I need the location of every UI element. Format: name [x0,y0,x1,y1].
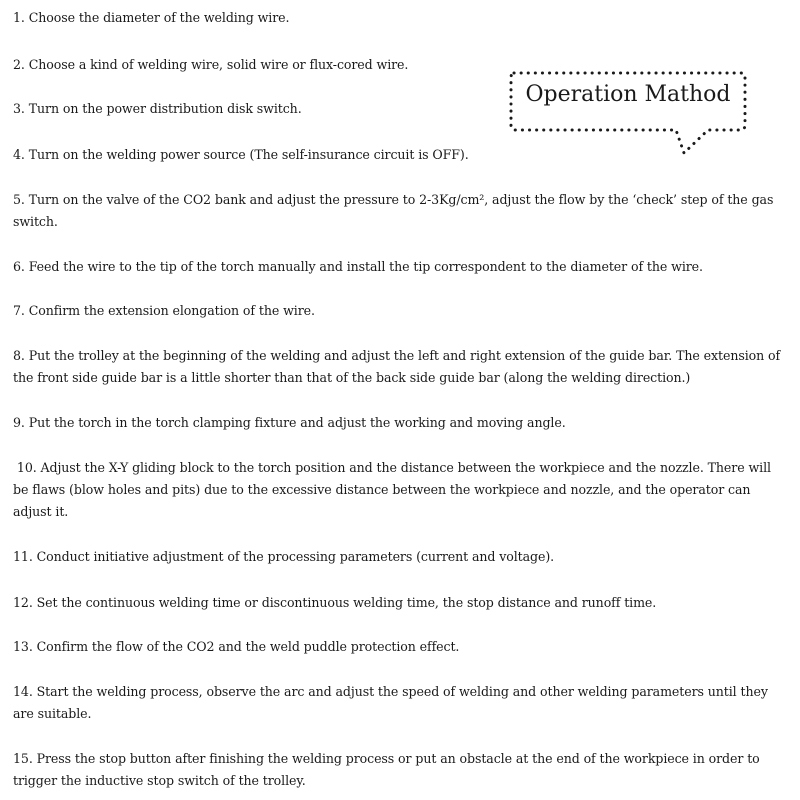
step-15: 15. Press the stop button after finishing the welding process or put an obstacle at the end of the workpiece in order to trigger the inductive stop switch of the trolley. [13,751,760,788]
step-13: 13. Confirm the flow of the CO2 and the weld puddle protection effect. [13,639,460,654]
step-5: 5. Turn on the valve of the CO2 bank and adjust the pressure to 2-3Kg/cm², adjust the flow by the ‘check’ step of the gas switch. [13,192,774,229]
step-10: 10. Adjust the X-Y gliding block to the torch position and the distance between the workpiece and the nozzle. There will be flaws (blow holes and pits) due to the excessive distance between the workpiece and nozzle, and the operator can adjust it. [13,460,775,519]
step-9: 9. Put the torch in the torch clamping fixture and adjust the working and moving angle. [13,415,566,430]
step-12: 12. Set the continuous welding time or discontinuous welding time, the stop distance and runoff time. [13,595,657,610]
step-8: 8. Put the trolley at the beginning of the welding and adjust the left and right extension of the guide bar. The extension of the front side guide bar is a little shorter than that of the back side guide bar (along the welding direction.) [13,348,781,385]
step-14: 14. Start the welding process, observe the arc and adjust the speed of welding and other welding parameters until they are suitable. [13,684,768,721]
step-2: 2. Choose a kind of welding wire, solid wire or flux-cored wire. [13,57,409,72]
step-11: 11. Conduct initiative adjustment of the processing parameters (current and voltage). [13,549,555,564]
step-3: 3. Turn on the power distribution disk switch. [13,101,302,116]
step-7: 7. Confirm the extension elongation of the wire. [13,303,315,318]
callout-title: Operation Mathod [525,82,731,107]
step-1: 1. Choose the diameter of the welding wire. [13,10,290,25]
step-4: 4. Turn on the welding power source (The self-insurance circuit is OFF). [13,147,469,162]
step-6: 6. Feed the wire to the tip of the torch manually and install the tip correspondent to the diameter of the wire. [13,259,703,274]
